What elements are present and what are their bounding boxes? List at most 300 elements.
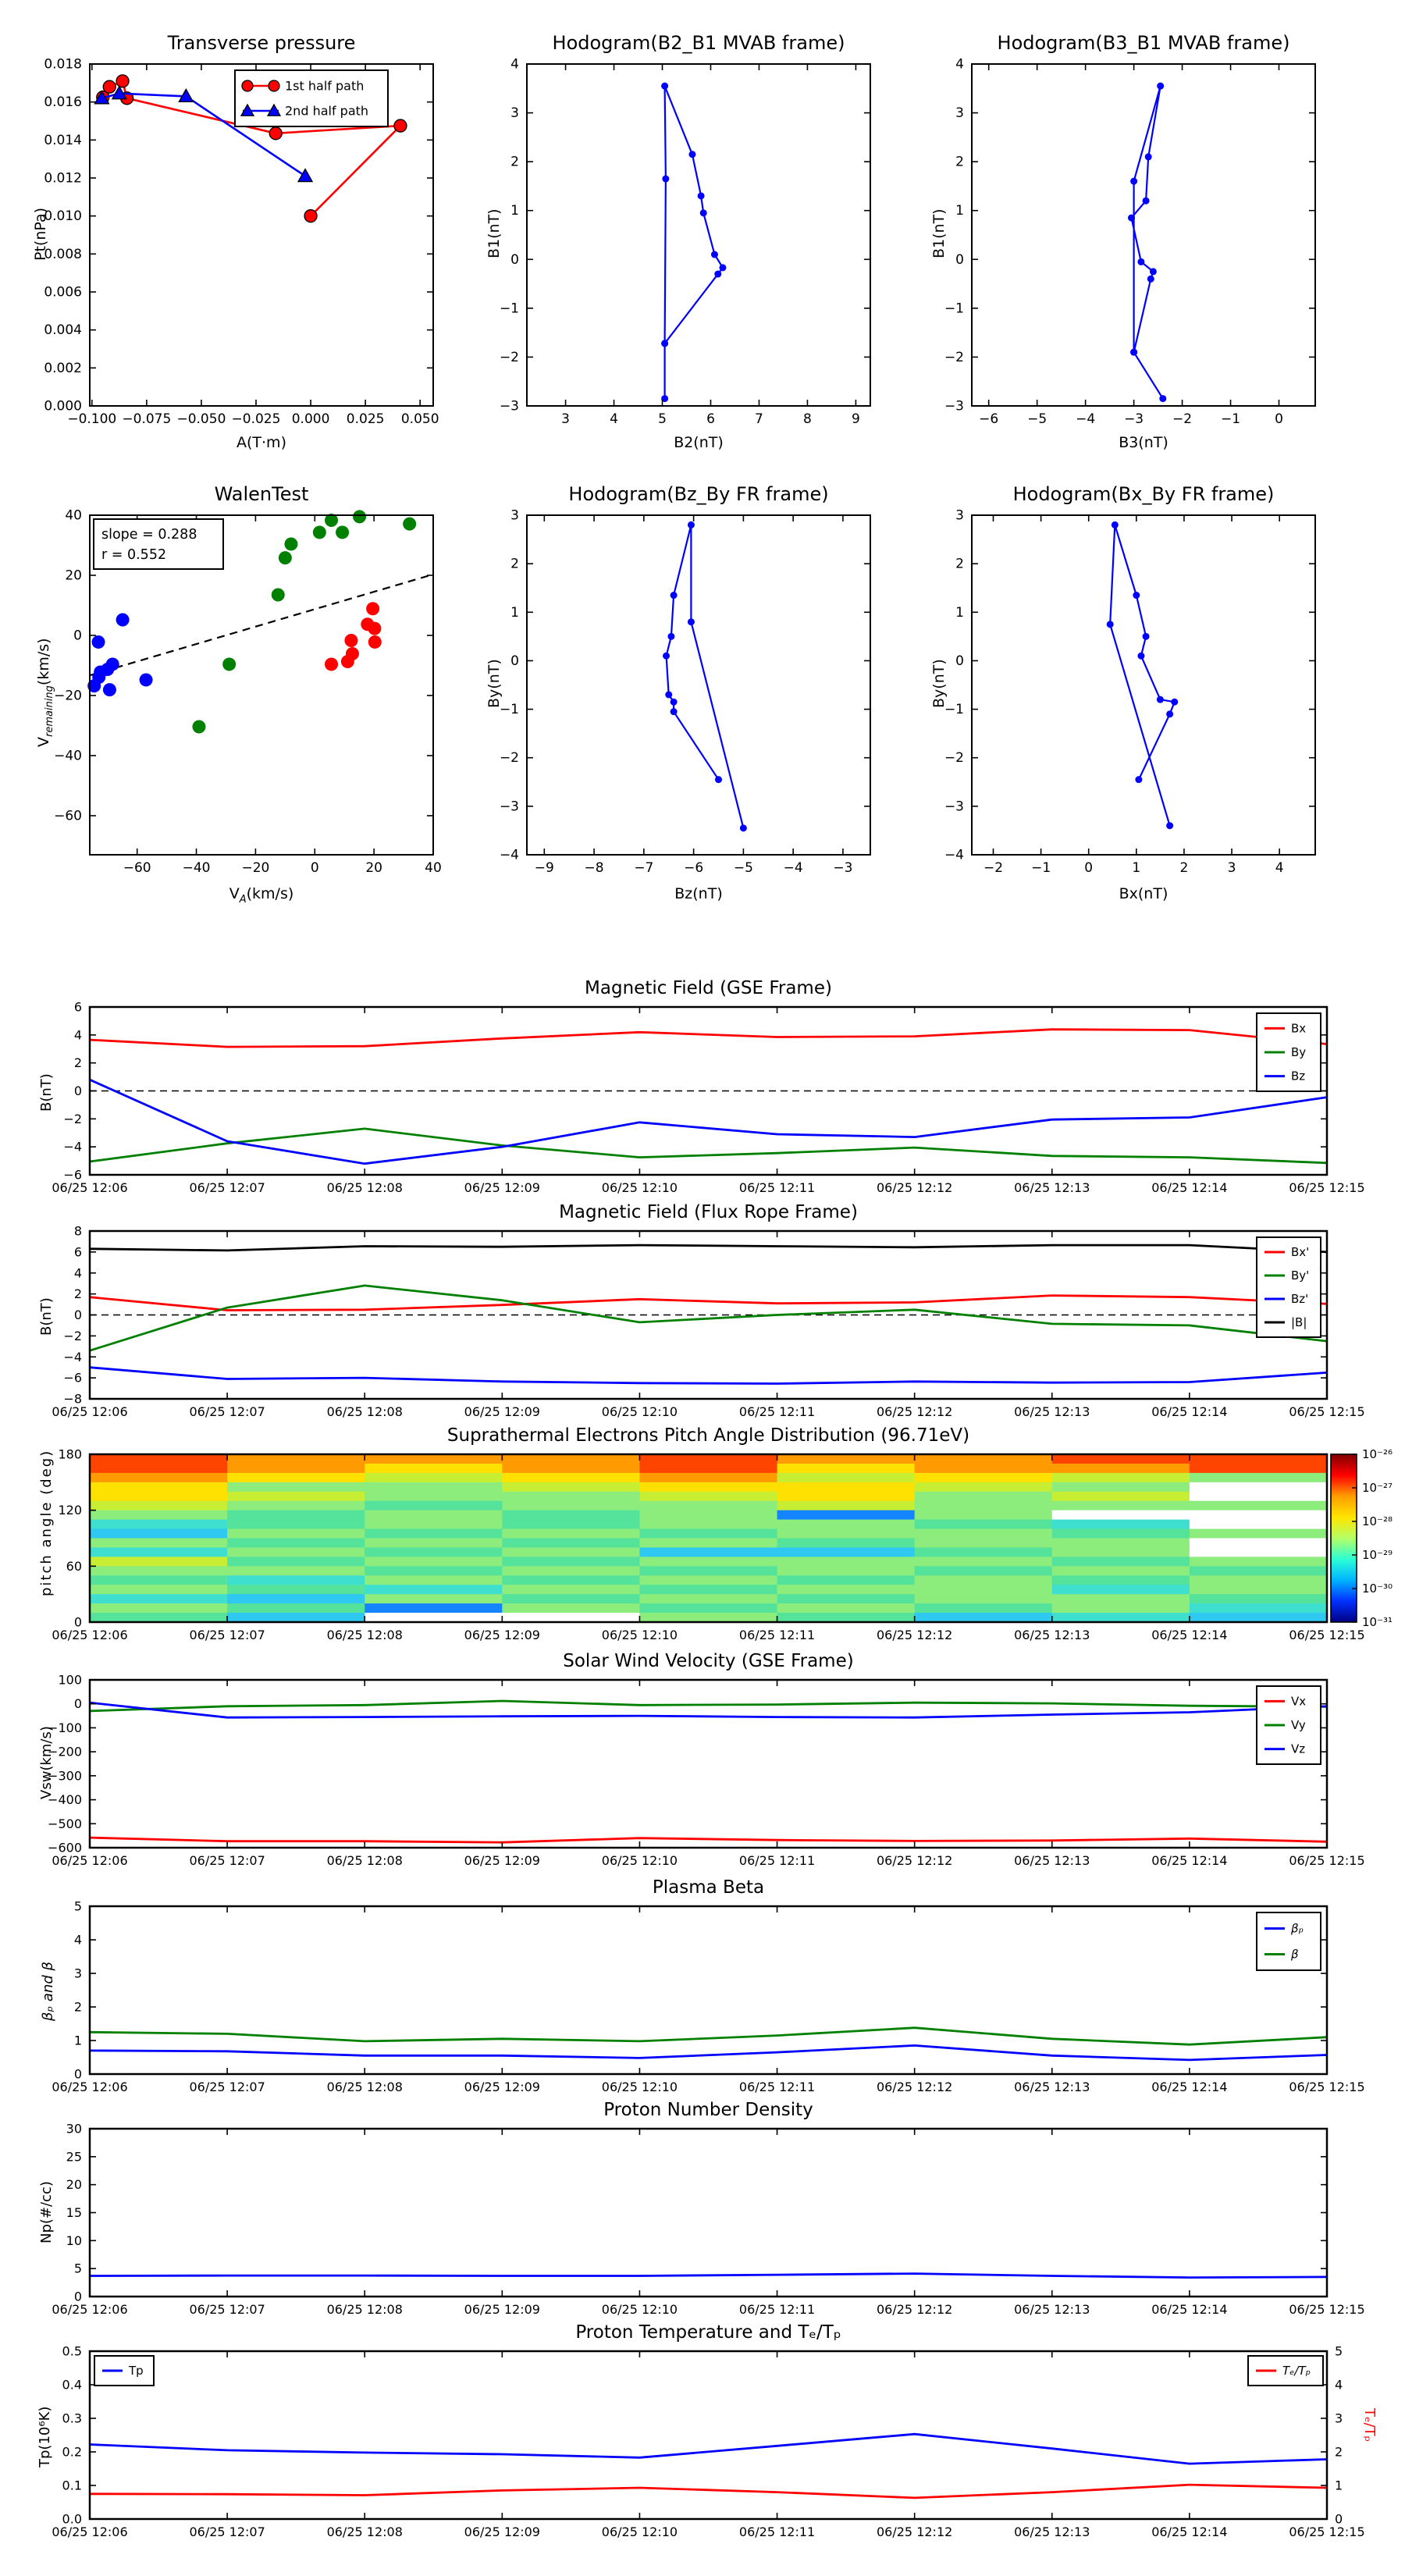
heatmap-cell: [915, 1547, 1053, 1557]
x-tick-label: 06/25 12:11: [738, 1853, 816, 1868]
x-tick-label: −0.075: [122, 411, 172, 427]
heatmap-cell: [365, 1575, 503, 1585]
heatmap-cell: [639, 1594, 777, 1603]
heatmap-cell: [90, 1473, 228, 1482]
scatter-point: [284, 537, 297, 550]
heatmap-cell: [227, 1501, 365, 1510]
heatmap-cell: [915, 1529, 1053, 1539]
panel-hodogram-b3b1: [913, 20, 1350, 464]
heatmap-cell: [777, 1464, 916, 1473]
x-axis-label: Bz(nT): [674, 885, 723, 902]
x-tick-label: 06/25 12:10: [601, 1853, 678, 1868]
scatter-point: [325, 657, 338, 671]
series-line: [90, 1368, 1327, 1384]
annotation-text: slope = 0.288: [101, 527, 197, 543]
x-tick-label: 06/25 12:09: [464, 1180, 540, 1195]
series-marker: [688, 618, 695, 625]
x-tick-label: 06/25 12:07: [189, 1180, 265, 1195]
x-tick-label: −4: [783, 860, 803, 876]
scatter-point: [403, 518, 416, 531]
x-tick-label: 0.025: [346, 411, 385, 427]
panel-walen-test: [12, 472, 468, 921]
label-part: (km/s): [246, 885, 294, 902]
heatmap-cell: [777, 1510, 916, 1520]
x-tick-label: 06/25 12:12: [877, 2302, 953, 2317]
heatmap-cell: [1052, 1585, 1190, 1594]
heatmap-cell: [639, 1510, 777, 1520]
x-tick-label: 06/25 12:13: [1014, 1180, 1090, 1195]
x-tick-label: 06/25 12:12: [877, 1628, 953, 1642]
x-tick-label: 06/25 12:15: [1289, 2080, 1365, 2094]
series-marker: [670, 699, 678, 706]
heatmap-cell: [1190, 1594, 1328, 1603]
heatmap-cell: [90, 1520, 228, 1529]
y-tick-label: 4: [73, 1932, 82, 1948]
y-tick-label: −100: [48, 1720, 82, 1735]
x-tick-label: 06/25 12:06: [52, 1853, 128, 1868]
x-tick-label: 06/25 12:08: [326, 1180, 403, 1195]
scatter-point: [116, 613, 130, 626]
scatter-point: [368, 622, 381, 635]
heatmap-cell: [777, 1520, 916, 1529]
y-tick-label: 0.016: [44, 94, 82, 111]
y-tick-label: 8: [73, 1223, 82, 1239]
series-marker: [715, 776, 722, 783]
right-y-tick-label: 0: [1335, 2511, 1343, 2527]
legend-label: βₚ: [1291, 1921, 1304, 1936]
scatter-point: [279, 551, 292, 564]
heatmap-cell: [1052, 1454, 1190, 1464]
heatmap-cell: [1190, 1557, 1328, 1566]
y-tick-label: −3: [944, 398, 964, 415]
x-tick-label: −4: [1076, 411, 1096, 427]
y-tick-label: −4: [63, 1349, 82, 1364]
series-line: [90, 2485, 1327, 2498]
heatmap-cell: [90, 1510, 228, 1520]
panel-hodogram-b2b1: [468, 20, 905, 464]
heatmap-cell: [915, 1557, 1053, 1566]
x-tick-label: 06/25 12:06: [52, 2302, 128, 2317]
scatter-point: [313, 525, 326, 539]
heatmap-cell: [227, 1594, 365, 1603]
heatmap-cell: [639, 1566, 777, 1575]
heatmap-cell: [1190, 1454, 1328, 1464]
magnetic-field-fr-plot: [12, 1196, 1405, 1422]
x-tick-label: 06/25 12:08: [326, 1853, 403, 1868]
panel-magnetic-field-gse: [12, 972, 1405, 1198]
heatmap-cell: [777, 1473, 916, 1482]
heatmap-cell: [365, 1529, 503, 1539]
series-line: [665, 86, 723, 398]
x-tick-label: 06/25 12:09: [464, 1404, 540, 1419]
y-tick-label: 0.5: [62, 2343, 82, 2359]
panel-title: Suprathermal Electrons Pitch Angle Distribution (96.71eV): [446, 1425, 970, 1446]
hodogram-b3b1-plot: [913, 20, 1350, 464]
series-marker: [1145, 153, 1152, 160]
y-tick-label: 0.002: [44, 360, 82, 376]
heatmap-cell: [1052, 1613, 1190, 1622]
panel-plasma-beta: [12, 1871, 1405, 2097]
heatmap-cell: [1190, 1520, 1328, 1529]
series-marker: [1150, 268, 1157, 275]
scatter-point: [192, 720, 205, 734]
label-part-subscript: A: [239, 894, 247, 906]
heatmap-cell: [1052, 1482, 1190, 1492]
heatmap-cell: [639, 1539, 777, 1548]
heatmap-cell: [365, 1613, 503, 1622]
heatmap-cell: [227, 1575, 365, 1585]
panel-title: Plasma Beta: [652, 1877, 765, 1898]
axis-box: [90, 2129, 1327, 2297]
x-tick-label: 06/25 12:08: [326, 2524, 403, 2539]
heatmap-cell: [639, 1603, 777, 1613]
heatmap-cell: [90, 1529, 228, 1539]
label-part-subscript: remaining: [44, 685, 55, 737]
heatmap-cell: [90, 1492, 228, 1501]
axis-box: [972, 64, 1315, 406]
label-part: (km/s): [35, 638, 52, 686]
legend-label: 1st half path: [285, 78, 365, 94]
x-tick-label: 06/25 12:12: [877, 2080, 953, 2094]
x-tick-label: 06/25 12:12: [877, 1853, 953, 1868]
series-marker: [688, 151, 695, 158]
heatmap-cell: [90, 1613, 228, 1622]
x-axis-label: B3(nT): [1119, 434, 1168, 451]
heatmap-cell: [365, 1594, 503, 1603]
x-tick-label: 06/25 12:10: [601, 2524, 678, 2539]
legend-label: Vx: [1291, 1694, 1307, 1709]
scatter-point: [92, 635, 105, 649]
right-y-axis-label: Tₑ/Tₚ: [1361, 2408, 1378, 2443]
heatmap-cell: [227, 1603, 365, 1613]
x-tick-label: −20: [241, 860, 270, 876]
series-line: [90, 1080, 1327, 1164]
x-tick-label: 06/25 12:08: [326, 2080, 403, 2094]
x-tick-label: 06/25 12:11: [738, 1404, 816, 1419]
heatmap-cell: [639, 1547, 777, 1557]
y-tick-label: 0.010: [44, 208, 82, 225]
heatmap-cell: [777, 1603, 916, 1613]
x-tick-label: 06/25 12:07: [189, 2524, 265, 2539]
heatmap-cell: [777, 1613, 916, 1622]
heatmap-cell: [502, 1482, 640, 1492]
x-tick-label: 06/25 12:06: [52, 2080, 128, 2094]
y-tick-label: −2: [63, 1111, 82, 1126]
heatmap-cell: [502, 1464, 640, 1473]
heatmap-cell: [915, 1585, 1053, 1594]
series-marker: [719, 264, 726, 271]
y-tick-label: 0.1: [62, 2478, 82, 2493]
right-y-tick-label: 1: [1335, 2478, 1343, 2493]
x-tick-label: 06/25 12:11: [738, 1180, 816, 1195]
series-marker: [1135, 776, 1142, 783]
x-tick-label: 06/25 12:13: [1014, 2302, 1090, 2317]
heatmap-cell: [90, 1575, 228, 1585]
series-marker: [242, 80, 253, 91]
y-tick-label: 60: [66, 1558, 82, 1574]
series-marker: [711, 251, 718, 258]
x-tick-label: 06/25 12:13: [1014, 2080, 1090, 2094]
heatmap-cell: [915, 1575, 1053, 1585]
x-tick-label: 06/25 12:15: [1289, 1404, 1365, 1419]
y-tick-label: 0: [73, 2066, 82, 2082]
x-tick-label: 06/25 12:12: [877, 2524, 953, 2539]
x-tick-label: −0.100: [67, 411, 117, 427]
heatmap-cell: [227, 1520, 365, 1529]
heatmap-cell: [502, 1594, 640, 1603]
x-tick-label: −3: [1124, 411, 1144, 427]
y-tick-label: −500: [48, 1816, 82, 1831]
y-tick-label: 0: [73, 1614, 82, 1630]
heatmap-cell: [90, 1557, 228, 1566]
y-tick-label: 3: [510, 507, 519, 524]
x-tick-label: 06/25 12:15: [1289, 2302, 1365, 2317]
heatmap-cell: [227, 1464, 365, 1473]
y-tick-label: 25: [66, 2149, 82, 2165]
x-tick-label: 6: [706, 411, 715, 427]
heatmap-cell: [227, 1454, 365, 1464]
series-line: [90, 1296, 1327, 1311]
series-marker: [269, 127, 282, 140]
heatmap-cell: [1052, 1566, 1190, 1575]
axis-box: [527, 64, 870, 406]
x-tick-label: 06/25 12:15: [1289, 2524, 1365, 2539]
series-marker: [714, 271, 721, 278]
legend-label: Tp: [129, 2364, 144, 2378]
series-marker: [1130, 178, 1137, 185]
y-tick-label: −4: [944, 847, 964, 863]
y-tick-label: −1: [944, 702, 964, 718]
heatmap-cell: [502, 1547, 640, 1557]
x-tick-label: 06/25 12:10: [601, 1628, 678, 1642]
heatmap-cell: [227, 1557, 365, 1566]
y-tick-label: −3: [944, 799, 964, 815]
x-tick-label: 06/25 12:10: [601, 1180, 678, 1195]
y-tick-label: 0.0: [62, 2511, 82, 2527]
y-tick-label: 0: [955, 653, 964, 669]
y-tick-label: 4: [73, 1265, 82, 1281]
y-axis-label: pitch angle (deg): [38, 1449, 55, 1596]
right-y-tick-label: 4: [1335, 2377, 1343, 2393]
series-marker: [1143, 633, 1150, 640]
y-tick-label: 1: [73, 2033, 82, 2048]
series-marker: [1171, 699, 1178, 706]
x-tick-label: −2: [1172, 411, 1193, 427]
x-tick-label: 06/25 12:07: [189, 1628, 265, 1642]
y-tick-label: −1: [944, 301, 964, 317]
y-tick-label: 0.4: [62, 2377, 82, 2393]
scatter-point: [336, 525, 349, 539]
heatmap-cell: [227, 1539, 365, 1548]
series-marker: [688, 521, 695, 528]
heatmap-cell: [90, 1539, 228, 1548]
heatmap-cell: [777, 1492, 916, 1501]
x-tick-label: 06/25 12:06: [52, 1404, 128, 1419]
heatmap-cell: [639, 1482, 777, 1492]
hodogram-bzby-plot: [468, 472, 905, 921]
heatmap-cell: [1190, 1501, 1328, 1510]
y-tick-label: 3: [73, 1966, 82, 1981]
heatmap-cell: [1190, 1603, 1328, 1613]
heatmap-cell: [1190, 1473, 1328, 1482]
heatmap-cell: [1190, 1575, 1328, 1585]
y-tick-label: 4: [73, 1027, 82, 1043]
x-tick-label: 9: [851, 411, 860, 427]
heatmap-cell: [777, 1454, 916, 1464]
y-axis-label: B1(nT): [486, 208, 503, 258]
y-tick-label: −1: [499, 702, 519, 718]
y-tick-label: 0: [73, 628, 82, 644]
panel-hodogram-bxby: [913, 472, 1350, 921]
series-marker: [665, 691, 672, 698]
heatmap-cell: [90, 1547, 228, 1557]
y-axis-label: Vsw(km/s): [38, 1726, 55, 1799]
series-line: [90, 1030, 1327, 1047]
x-tick-label: 06/25 12:10: [601, 1404, 678, 1419]
x-tick-label: 06/25 12:14: [1151, 2302, 1228, 2317]
x-tick-label: −5: [733, 860, 753, 876]
heatmap-cell: [1052, 1464, 1190, 1473]
y-tick-label: 0: [510, 653, 519, 669]
hodogram-b2b1-plot: [468, 20, 905, 464]
legend-label: Bz': [1291, 1292, 1309, 1306]
x-tick-label: 06/25 12:15: [1289, 1853, 1365, 1868]
heatmap-cell: [915, 1510, 1053, 1520]
scatter-point: [366, 602, 379, 615]
heatmap-cell: [227, 1566, 365, 1575]
heatmap-cell: [365, 1547, 503, 1557]
x-tick-label: 06/25 12:14: [1151, 1853, 1228, 1868]
y-tick-label: 6: [73, 1244, 82, 1260]
series-marker: [667, 633, 674, 640]
x-tick-label: 5: [658, 411, 667, 427]
y-tick-label: 5: [73, 2261, 82, 2276]
x-tick-label: 06/25 12:09: [464, 2524, 540, 2539]
heatmap-cell: [502, 1603, 640, 1613]
panel-title: Hodogram(B2_B1 MVAB frame): [552, 32, 845, 54]
heatmap-cell: [1052, 1520, 1190, 1529]
x-tick-label: 06/25 12:12: [877, 1180, 953, 1195]
heatmap-cell: [90, 1585, 228, 1594]
y-tick-label: −2: [499, 750, 519, 767]
x-tick-label: 06/25 12:06: [52, 2524, 128, 2539]
colorbar-label: 10⁻³⁰: [1362, 1582, 1393, 1596]
x-tick-label: 40: [425, 860, 442, 876]
x-tick-label: 06/25 12:07: [189, 2302, 265, 2317]
panel-title: Proton Temperature and Tₑ/Tₚ: [575, 2322, 841, 2343]
y-tick-label: 0.2: [62, 2444, 82, 2460]
series-line: [90, 1245, 1327, 1252]
heatmap-cell: [777, 1482, 916, 1492]
y-tick-label: 2: [73, 1055, 82, 1071]
y-tick-label: −8: [63, 1391, 82, 1407]
heatmap-cell: [639, 1492, 777, 1501]
y-tick-label: −400: [48, 1792, 82, 1808]
heatmap-cell: [639, 1529, 777, 1539]
heatmap-cell: [639, 1464, 777, 1473]
series-marker: [394, 119, 407, 132]
heatmap-cell: [1052, 1557, 1190, 1566]
heatmap-cell: [1052, 1501, 1190, 1510]
x-tick-label: 7: [755, 411, 763, 427]
heatmap-cell: [915, 1566, 1053, 1575]
x-tick-label: 3: [1227, 860, 1236, 876]
heatmap-cell: [365, 1482, 503, 1492]
heatmap-cell: [1052, 1539, 1190, 1548]
y-axis-label: B(nT): [38, 1297, 55, 1336]
heatmap-cell: [639, 1575, 777, 1585]
y-tick-label: 30: [66, 2121, 82, 2137]
y-tick-label: 2: [955, 154, 964, 170]
y-tick-label: 0.3: [62, 2411, 82, 2426]
heatmap-cell: [1052, 1603, 1190, 1613]
y-tick-label: 180: [58, 1446, 82, 1462]
heatmap-cell: [639, 1613, 777, 1622]
y-tick-label: 0: [73, 1308, 82, 1322]
y-tick-label: 0.014: [44, 132, 82, 148]
trend-line: [90, 575, 433, 675]
scatter-point: [344, 634, 357, 647]
series-marker: [1137, 258, 1144, 265]
colorbar-label: 10⁻²⁶: [1362, 1447, 1393, 1461]
heatmap-cell: [502, 1585, 640, 1594]
plasma-beta-plot: [12, 1871, 1405, 2097]
heatmap-cell: [777, 1594, 916, 1603]
heatmap-cell: [90, 1464, 228, 1473]
x-tick-label: −6: [979, 411, 999, 427]
y-tick-label: 4: [510, 56, 519, 73]
heatmap-cell: [1190, 1529, 1328, 1539]
x-tick-label: 0: [1084, 860, 1094, 876]
panel-sepad-heatmap: [12, 1419, 1405, 1646]
x-tick-label: 06/25 12:06: [52, 1180, 128, 1195]
legend-box: [1257, 1912, 1321, 1970]
heatmap-cell: [502, 1492, 640, 1501]
heatmap-cell: [502, 1520, 640, 1529]
panel-title: Proton Number Density: [603, 2100, 813, 2120]
x-tick-label: −7: [634, 860, 654, 876]
series-marker: [670, 592, 678, 599]
series-line: [90, 2045, 1327, 2060]
heatmap-cell: [1052, 1594, 1190, 1603]
x-tick-label: −0.025: [231, 411, 281, 427]
heatmap-cell: [227, 1492, 365, 1501]
x-tick-label: 06/25 12:09: [464, 2080, 540, 2094]
colorbar-label: 10⁻³¹: [1362, 1615, 1393, 1629]
y-tick-label: 0: [73, 1696, 82, 1712]
sepad-heatmap-plot: [12, 1419, 1405, 1646]
panel-solar-wind-velocity: [12, 1645, 1405, 1871]
y-tick-label: 5: [73, 1898, 82, 1914]
y-tick-label: −40: [54, 748, 82, 764]
y-tick-label: −300: [48, 1768, 82, 1784]
heatmap-cell: [90, 1454, 228, 1464]
y-axis-label: B(nT): [38, 1073, 55, 1112]
legend-label: Vz: [1291, 1742, 1306, 1756]
y-tick-label: 20: [65, 568, 82, 584]
heatmap-cell: [502, 1454, 640, 1464]
heatmap-cell: [915, 1594, 1053, 1603]
x-tick-label: 06/25 12:08: [326, 1628, 403, 1642]
y-tick-label: 0.004: [44, 322, 82, 339]
heatmap-cell: [227, 1613, 365, 1622]
proton-number-density-plot: [12, 2094, 1405, 2320]
panel-hodogram-bzby: [468, 472, 905, 921]
scatter-point: [222, 657, 236, 671]
heatmap-cell: [777, 1547, 916, 1557]
x-tick-label: 06/25 12:08: [326, 1404, 403, 1419]
heatmap-cell: [1190, 1539, 1328, 1548]
